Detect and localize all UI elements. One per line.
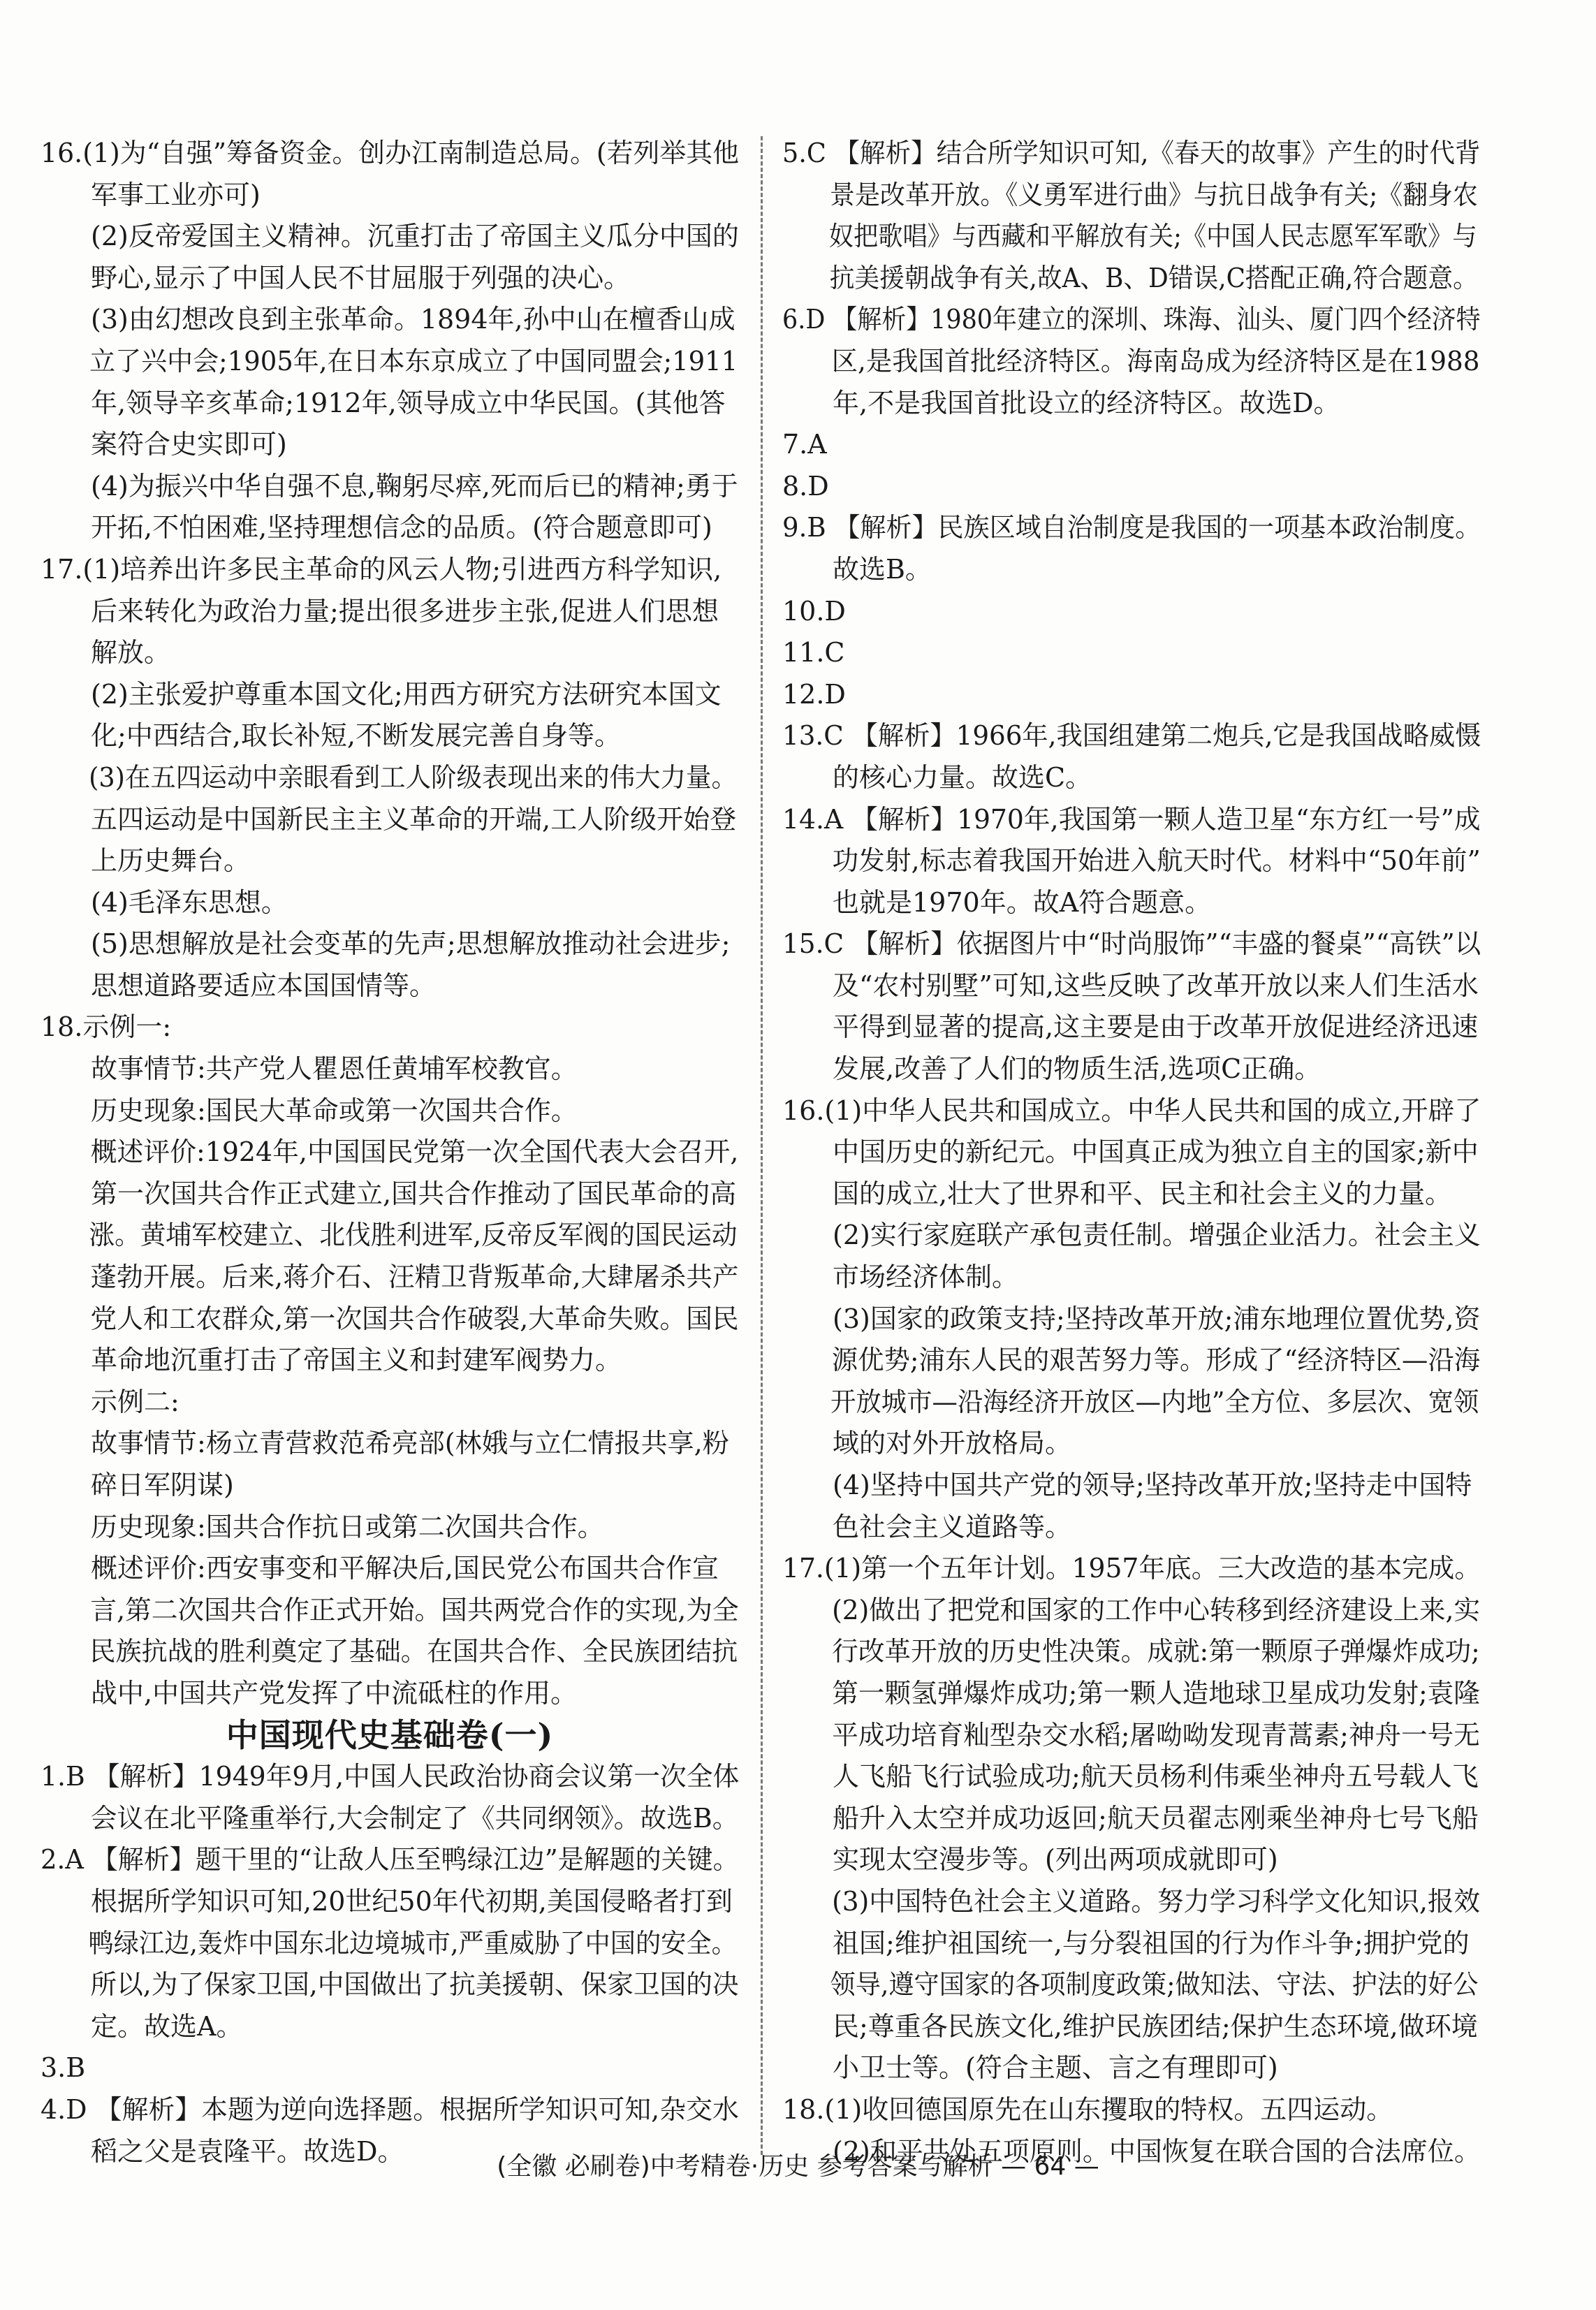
answer-item-start: 17.(1)第一个五年计划。1957年底。三大改造的基本完成。 xyxy=(782,1553,1481,1584)
answer-line: 祖国;维护祖国统一,与分裂祖国的行为作斗争;拥护党的 xyxy=(833,1927,1470,1959)
answer-line: (3)国家的政策支持;坚持改革开放;浦东地理位置优势,资 xyxy=(833,1303,1481,1334)
page-footer: (全徽 必刷卷)中考精卷·历史 参考答案与解析 — 64 — xyxy=(497,2152,1099,2181)
answer-line: (2)做出了把党和国家的工作中心转移到经济建设上来,实 xyxy=(832,1594,1480,1625)
answer-line: 解放。 xyxy=(91,637,171,668)
answer-line: 稻之父是袁隆平。故选D。 xyxy=(91,2135,404,2167)
answer-line: 军事工业亦可) xyxy=(91,179,261,210)
answer-item-start: 1.B 【解析】1949年9月,中国人民政治协商会议第一次全体 xyxy=(41,1761,740,1792)
answer-line: 领导,遵守国家的各项制度政策;做知法、守法、护法的好公 xyxy=(830,1969,1479,2001)
answer-line: 景是改革开放。《义勇军进行曲》与抗日战争有关;《翻身农 xyxy=(830,179,1478,210)
answer-line: 开放城市—沿海经济开放区—内地”全方位、多层次、宽领 xyxy=(830,1386,1479,1417)
answer-line: (2)实行家庭联产承包责任制。增强企业活力。社会主义 xyxy=(833,1220,1481,1251)
answer-line: 野心,显示了中国人民不甘屈服于列强的决心。 xyxy=(91,262,631,293)
answer-line: 也就是1970年。故A符合题意。 xyxy=(833,886,1212,918)
answer-line: 人飞船飞行试验成功;航天员杨利伟乘坐神舟五号载人飞 xyxy=(833,1761,1479,1792)
answer-line: 船升入太空并成功返回;航天员翟志刚乘坐神舟七号飞船 xyxy=(833,1802,1479,1834)
answer-line: 概述评价:西安事变和平解决后,国民党公布国共合作宣 xyxy=(91,1553,719,1584)
answer-line: 会议在北平隆重举行,大会制定了《共同纲领》。故选B。 xyxy=(90,1802,739,1834)
answer-line: 及“农村别墅”可知,这些反映了改革开放以来人们生活水 xyxy=(833,970,1479,1001)
answer-line: 蓬勃开展。后来,蒋介石、汪精卫背叛革命,大肆屠杀共产 xyxy=(90,1262,739,1293)
answer-item-start: 4.D 【解析】本题为逆向选择题。根据所学知识可知,杂交水 xyxy=(41,2093,739,2125)
answer-line: 党人和工农群众,第一次国共合作破裂,大革命失败。国民 xyxy=(90,1303,739,1334)
answer-line: 概述评价:1924年,中国国民党第一次全国代表大会召开, xyxy=(90,1136,739,1168)
answer-line: 市场经济体制。 xyxy=(833,1262,1019,1293)
answer-line: 小卫士等。(符合主题、言之有理即可) xyxy=(833,2052,1278,2084)
answer-item-start: 18.示例一: xyxy=(41,1011,172,1043)
answer-line: 故事情节:杨立青营救范希亮部(林娥与立仁情报共享,粉 xyxy=(91,1428,729,1459)
answer-item-start: 10.D xyxy=(782,595,846,627)
answer-line: 国的成立,壮大了世界和平、民主和社会主义的力量。 xyxy=(833,1178,1452,1209)
answer-line: 言,第二次国共合作正式开始。国共两党合作的实现,为全 xyxy=(90,1594,739,1625)
answer-line: 涨。黄埔军校建立、北伐胜利进军,反帝反军阀的国民运动 xyxy=(89,1220,738,1251)
answer-line: 功发射,标志着我国开始进入航天时代。材料中“50年前” xyxy=(832,845,1481,877)
answer-line: 中国历史的新纪元。中国真正成为独立自主的国家;新中 xyxy=(833,1136,1479,1168)
answer-line: 实现太空漫步等。(列出两项成就即可) xyxy=(833,1844,1278,1876)
answer-line: (2)反帝爱国主义精神。沉重打击了帝国主义瓜分中国的 xyxy=(91,221,739,252)
answer-item-start: 14.A 【解析】1970年,我国第一颗人造卫星“东方红一号”成 xyxy=(782,803,1481,835)
section-heading: 中国现代史基础卷(一) xyxy=(226,1716,554,1754)
answer-line: (2)和平共处五项原则。中国恢复在联合国的合法席位。 xyxy=(833,2135,1481,2167)
answer-line: 色社会主义道路等。 xyxy=(833,1511,1072,1542)
answer-line: 源优势;浦东人民的艰苦努力等。形成了“经济特区—沿海 xyxy=(831,1345,1481,1376)
answer-line: 战中,中国共产党发挥了中流砥柱的作用。 xyxy=(91,1677,578,1709)
answer-line: 年,不是我国首批设立的经济特区。故选D。 xyxy=(833,387,1340,418)
answer-line: 域的对外开放格局。 xyxy=(833,1428,1072,1459)
answer-line: 鸭绿江边,轰炸中国东北边境城市,严重威胁了中国的安全。 xyxy=(88,1927,737,1959)
answer-line: 化;中西结合,取长补短,不断发展完善自身等。 xyxy=(91,720,621,752)
answer-line: 平得到显著的提高,这主要是由于改革开放促进经济迅速 xyxy=(833,1011,1479,1043)
answer-line: 历史现象:国民大革命或第一次国共合作。 xyxy=(91,1095,578,1126)
answer-line: 奴把歌唱》与西藏和平解放有关;《中国人民志愿军军歌》与 xyxy=(828,221,1477,252)
answer-item-start: 3.B xyxy=(41,2052,86,2084)
answer-line: 第一次国共合作正式建立,国共合作推动了国民革命的高 xyxy=(91,1178,737,1209)
answer-line: 行改革开放的历史性决策。成就:第一颗原子弹爆炸成功; xyxy=(832,1636,1480,1667)
answer-item-start: 6.D 【解析】1980年建立的深圳、珠海、汕头、厦门四个经济特 xyxy=(782,304,1481,335)
answer-line: 故选B。 xyxy=(833,553,932,585)
answer-line: (2)主张爱护尊重本国文化;用西方研究方法研究本国文 xyxy=(91,678,722,710)
answer-item-start: 17.(1)培养出许多民主革命的风云人物;引进西方科学知识, xyxy=(41,553,722,585)
answer-line: 历史现象:国共合作抗日或第二次国共合作。 xyxy=(91,1511,604,1542)
answer-line: 根据所学知识可知,20世纪50年代初期,美国侵略者打到 xyxy=(91,1885,733,1917)
answer-line: 思想道路要适应本国国情等。 xyxy=(91,970,437,1001)
answer-item-start: 5.C 【解析】结合所学知识可知,《春天的故事》产生的时代背 xyxy=(782,138,1481,168)
answer-item-start: 15.C 【解析】依据图片中“时尚服饰”“丰盛的餐桌”“高铁”以 xyxy=(782,928,1481,960)
answer-line: (3)中国特色社会主义道路。努力学习科学文化知识,报效 xyxy=(832,1885,1480,1917)
answer-line: 故事情节:共产党人瞿恩任黄埔军校教官。 xyxy=(91,1053,578,1085)
answer-line: 发展,改善了人们的物质生活,选项C正确。 xyxy=(833,1053,1322,1085)
answer-line: 区,是我国首批经济特区。海南岛成为经济特区是在1988 xyxy=(831,345,1480,377)
answer-line: 民族抗战的胜利奠定了基础。在国共合作、全民族团结抗 xyxy=(89,1636,738,1667)
column-divider xyxy=(761,136,763,2155)
answer-line: 五四运动是中国新民主主义革命的开端,工人阶级开始登 xyxy=(91,803,737,835)
answer-line: (4)为振兴中华自强不息,鞠躬尽瘁,死而后已的精神;勇于 xyxy=(91,470,738,502)
answer-line: 立了兴中会;1905年,在日本东京成立了中国同盟会;1911 xyxy=(89,345,738,377)
answer-item-start: 16.(1)中华人民共和国成立。中华人民共和国的成立,开辟了 xyxy=(782,1095,1481,1126)
answer-item-start: 13.C 【解析】1966年,我国组建第二炮兵,它是我国战略威慑 xyxy=(782,720,1481,752)
answer-line: 抗美援朝战争有关,故A、B、D错误,C搭配正确,符合题意。 xyxy=(829,262,1478,293)
answer-line: 上历史舞台。 xyxy=(91,845,251,877)
answer-line: 后来转化为政治力量;提出很多进步主张,促进人们思想 xyxy=(91,595,719,627)
answer-line: 平成功培育籼型杂交水稻;屠呦呦发现青蒿素;神舟一号无 xyxy=(832,1719,1480,1750)
answer-line: 第一颗氢弹爆炸成功;第一颗人造地球卫星成功发射;袁隆 xyxy=(832,1677,1480,1709)
answer-line: 定。故选A。 xyxy=(91,2010,243,2042)
answer-line: (4)坚持中国共产党的领导;坚持改革开放;坚持走中国特 xyxy=(833,1470,1472,1500)
answer-line: (4)毛泽东思想。 xyxy=(91,886,288,918)
answer-line: 的核心力量。故选C。 xyxy=(833,761,1092,793)
answer-line: 革命地沉重打击了帝国主义和封建军阀势力。 xyxy=(91,1345,622,1376)
answer-item-start: 7.A xyxy=(782,429,827,460)
answer-line: 民;尊重各民族文化,维护民族团结;保护生态环境,做环境 xyxy=(833,2010,1478,2042)
answer-line: 案符合史实即可) xyxy=(91,429,287,460)
left-column xyxy=(41,133,739,2172)
answer-line: 示例二: xyxy=(91,1386,180,1417)
answer-item-start: 18.(1)收回德国原先在山东攫取的特权。五四运动。 xyxy=(782,2093,1393,2125)
right-column xyxy=(782,133,1481,2172)
answer-item-start: 12.D xyxy=(782,678,846,710)
answer-item-start: 11.C xyxy=(782,637,845,668)
answer-item-start: 2.A 【解析】题干里的“让敌人压至鸭绿江边”是解题的关键。 xyxy=(41,1844,739,1876)
answer-line: 所以,为了保家卫国,中国做出了抗美援朝、保家卫国的决 xyxy=(90,1969,739,2001)
answer-line: 碎日军阴谋) xyxy=(91,1470,234,1500)
answer-item-start: 8.D xyxy=(782,470,829,502)
answer-item-start: 16.(1)为“自强”筹备资金。创办江南制造总局。(若列举其他 xyxy=(41,138,739,168)
answer-line: (3)由幻想改良到主张革命。1894年,孙中山在檀香山成 xyxy=(91,304,735,335)
answer-item-start: 9.B 【解析】民族区域自治制度是我国的一项基本政治制度。 xyxy=(782,512,1481,543)
answer-line: (5)思想解放是社会变革的先声;思想解放推动社会进步; xyxy=(91,928,731,960)
answer-line: (3)在五四运动中亲眼看到工人阶级表现出来的伟大力量。 xyxy=(89,761,738,793)
answer-line: 年,领导辛亥革命;1912年,领导成立中华民国。(其他答 xyxy=(91,387,726,418)
answer-line: 开拓,不怕困难,坚持理想信念的品质。(符合题意即可) xyxy=(91,512,712,543)
